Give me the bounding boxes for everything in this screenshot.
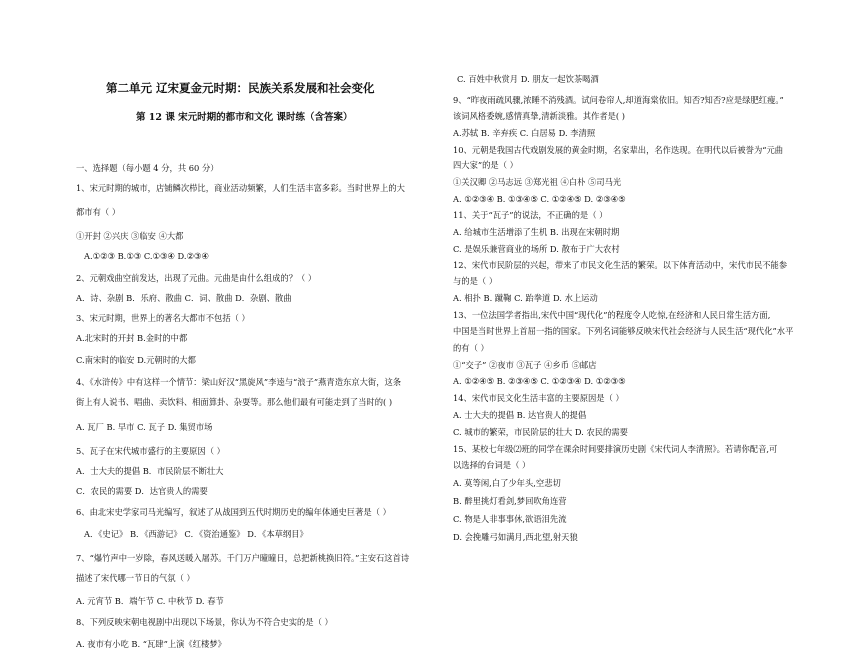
question-line: 15、某校七年级⑵班的同学在课余时间要排演历史剧《宋代词人李清照》。若请你配音,可	[453, 444, 778, 454]
question-line: A. 莫等闲,白了少年头,空悲切	[453, 478, 561, 488]
question-line: 四大家”的是（ ）	[453, 160, 518, 170]
question-line: 6、由北宋史学家司马光编写，叙述了从战国到五代时期历史的编年体通史巨著是（ ）	[76, 507, 391, 517]
question-line: 10、元朝是我国古代戏剧发展的黄金时期，名家辈出，名作迭现。在明代以后被誉为“元曲	[453, 145, 784, 155]
question-line: ①关汉卿 ②马志远 ③郑光祖 ④白朴 ⑤司马光	[453, 177, 622, 187]
question-line: 7、“爆竹声中一岁除，春风送暖入屠苏。千门万户曈曈日，总把新桃换旧符。”主安石这首诗	[76, 553, 410, 563]
question-line: C.南宋时的临安 D.元朝时的大都	[76, 355, 196, 365]
question-line: A．《史记》 B．《西游记》 C．《资治通鉴》 D．《本草纲目》	[84, 529, 308, 539]
question-line: A.①②③ B.①③ C.①③④ D.②③④	[84, 251, 209, 261]
question-line: C. 是娱乐兼营商业的场所 D. 散布于广大农村	[453, 244, 620, 254]
question-line: A.苏轼 B. 辛弃疾 C. 白居易 D. 李清照	[453, 128, 596, 138]
question-line: A. ①②③④ B. ①③④⑤ C. ①②④⑤ D. ②③④⑤	[453, 194, 626, 204]
question-line: 1、宋元时期的城市，店铺鳞次栉比，商业活动频繁，人们生活丰富多彩。当时世界上的大	[76, 183, 405, 193]
question-line: A. 士大夫的提倡 B. 达官贵人的提倡	[453, 410, 587, 420]
question-line: ①开封 ②兴庆 ③临安 ④大都	[76, 231, 184, 241]
question-line: A.北宋时的开封 B.金时的中都	[76, 333, 188, 343]
question-line: A. 相扑 B. 蹴鞠 C. 跆拳道 D. 水上运动	[453, 293, 598, 303]
question-line: 以选择的台词是（ ）	[453, 460, 531, 470]
question-line: 都市有（ ）	[76, 207, 121, 217]
question-line: B. 醉里挑灯看剑,梦回吹角连营	[453, 496, 567, 506]
question-line: 8、下列反映宋朝电视剧中出现以下场景，你认为不符合史实的是（ ）	[76, 617, 333, 627]
section-heading: 一、选择题（每小题 4 分，共 60 分）	[76, 163, 219, 173]
question-line: 11、关于“瓦子”的说法，不正确的是（ ）	[453, 210, 608, 220]
question-line: ①“交子” ②夜市 ③瓦子 ④乡币 ⑤邮店	[453, 360, 597, 370]
question-line: A．士大夫的提倡 B．市民阶层不断壮大	[76, 466, 224, 476]
lesson-title: 第 12 课 宋元时期的都市和文化 课时练（含答案）	[136, 112, 353, 123]
question-line: A．诗、杂剧 B．乐府、散曲 C．词、散曲 D．杂剧、散曲	[76, 293, 292, 303]
question-line: C. 城市的繁荣，市民阶层的壮大 D. 农民的需要	[453, 427, 628, 437]
question-line: 2、元朝戏曲空前发达，出现了元曲。元曲是由什么组成的？（ ）	[76, 273, 317, 283]
question-line: A. 瓦厂 B. 早市 C. 瓦子 D. 集贸市场	[76, 422, 213, 432]
question-line: 9、“昨夜雨疏风骤,浓睡不消残酒。试问卷帘人,却道海棠依旧。知否?知否?应是绿肥红瘦。”	[453, 95, 784, 105]
question-line: A. ①②④⑤ B. ②③④⑤ C. ①②③④ D. ①②③⑤	[453, 376, 626, 386]
question-line: 5、瓦子在宋代城市盛行的主要原因（ ）	[76, 446, 225, 456]
question-line: 描述了宋代哪一节日的气氛（ ）	[76, 573, 195, 583]
question-line: 的有（ ）	[453, 343, 489, 353]
question-line: A. 夜市有小吃 B. “瓦肆”上演《红楼梦》	[76, 639, 226, 649]
question-line: C. 百姓中秋赏月 D. 朋友一起饮茶喝酒	[457, 74, 599, 84]
question-line: 13、一位法国学者指出,宋代中国“现代化”的程度令人吃惊,在经济和人民日常生活方面,	[453, 310, 771, 320]
question-line: 12、宋代市民阶层的兴起，带来了市民文化生活的繁荣。以下体育活动中，宋代市民不能参	[453, 260, 788, 270]
question-line: C. 物是人非事事休,欲语泪先流	[453, 514, 567, 524]
question-line: 4、《水浒传》中有这样一个情节：梁山好汉“黑旋风”李逵与“浪子”燕青造东京大街，这条	[76, 377, 402, 387]
question-line: C．农民的需要 D．达官贵人的需要	[76, 486, 208, 496]
question-line: 与的是（ ）	[453, 276, 498, 286]
unit-title: 第二单元 辽宋夏金元时期：民族关系发展和社会变化	[106, 81, 375, 95]
question-line: 中国是当时世界上首屈一指的国家。下列名词能够反映宋代社会经济与人民生活“现代化”水平	[453, 326, 794, 336]
question-line: A. 给城市生活增添了生机 B. 出现在宋朝时期	[453, 227, 620, 237]
question-line: D. 会挽雕弓如满月,西北望,射天狼	[453, 532, 578, 542]
question-line: 14、宋代市民文化生活丰富的主要原因是（ ）	[453, 393, 624, 403]
question-line: 3、宋元时期，世界上的著名大都市不包括（ ）	[76, 313, 250, 323]
question-line: 街上有人说书、唱曲、卖饮料、相面算卦、杂耍等。那么他们最有可能走到了当时的( )	[76, 397, 393, 407]
question-line: A. 元宵节 B．端午节 C. 中秋节 D. 春节	[76, 596, 224, 606]
question-line: 该词风格委婉,感情真挚,清新淡雅。其作者是( )	[453, 111, 626, 121]
